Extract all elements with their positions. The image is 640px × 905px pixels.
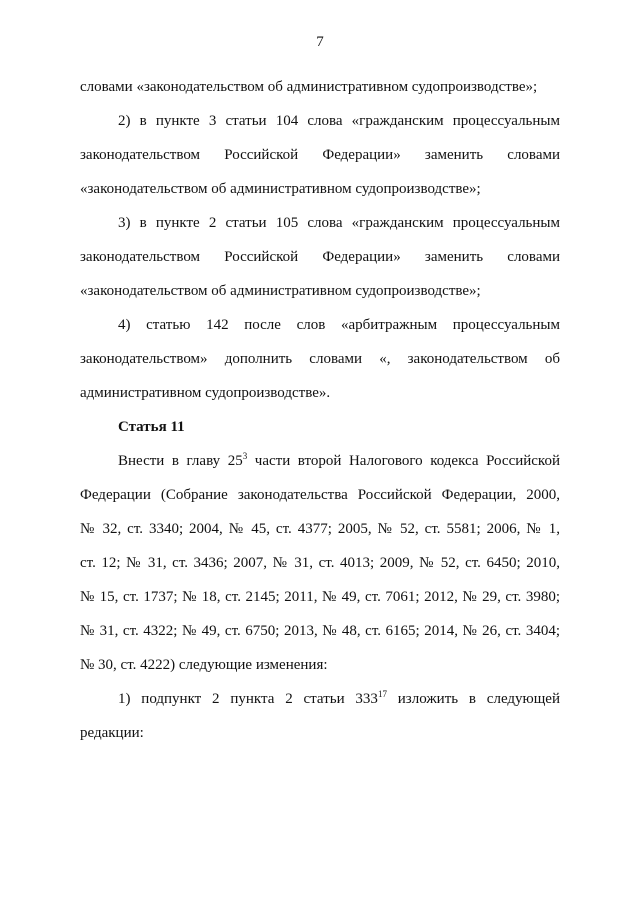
text-line: законодательством Российской Федерации» заменить словами	[80, 249, 560, 265]
text-line: законодательством Российской Федерации» заменить словами	[80, 147, 560, 163]
text-fragment: изложить в следующей	[386, 691, 560, 707]
text-line: административном судопроизводстве».	[80, 385, 331, 401]
text-line: редакции:	[80, 725, 144, 741]
text-line: № 15, ст. 1737; № 18, ст. 2145; 2011, № 49, ст. 7061; 2012, № 29, ст. 3980;	[80, 589, 560, 605]
text-line: 2) в пункте 3 статьи 104 слова «гражданским процессуальным	[118, 113, 560, 129]
superscript: 17	[377, 689, 387, 699]
text-line: 4) статью 142 после слов «арбитражным процессуальным	[118, 317, 560, 333]
article-heading: Статья 11	[118, 419, 185, 435]
text-line	[80, 444, 560, 478]
document-body	[80, 70, 560, 750]
text-line: «законодательством об административном судопроизводстве»;	[80, 283, 481, 299]
text-line: № 31, ст. 4322; № 49, ст. 6750; 2013, № 48, ст. 6165; 2014, № 26, ст. 3404;	[80, 623, 560, 639]
text-line: ст. 12; № 31, ст. 3436; 2007, № 31, ст. 4013; 2009, № 52, ст. 6450; 2010,	[80, 555, 560, 571]
text-line: словами «законодательством об административном судопроизводстве»;	[80, 79, 538, 95]
superscript: 3	[242, 451, 248, 461]
text-line: 3) в пункте 2 статьи 105 слова «гражданским процессуальным	[118, 215, 560, 231]
text-line: законодательством» дополнить словами «, законодательством об	[80, 351, 560, 367]
text-line	[80, 682, 560, 716]
text-line: № 30, ст. 4222) следующие изменения:	[80, 657, 328, 673]
text-fragment: Внести в главу 25	[118, 453, 243, 469]
text-line: № 32, ст. 3340; 2004, № 45, ст. 4377; 2005, № 52, ст. 5581; 2006, № 1,	[80, 521, 560, 537]
text-line: «законодательством об административном судопроизводстве»;	[80, 181, 481, 197]
text-fragment: части второй Налогового кодекса Российской	[247, 453, 560, 469]
page-number: 7	[316, 34, 324, 50]
text-line: Федерации (Собрание законодательства Российской Федерации, 2000,	[80, 487, 560, 503]
text-fragment: 1) подпункт 2 пункта 2 статьи 333	[118, 691, 378, 707]
